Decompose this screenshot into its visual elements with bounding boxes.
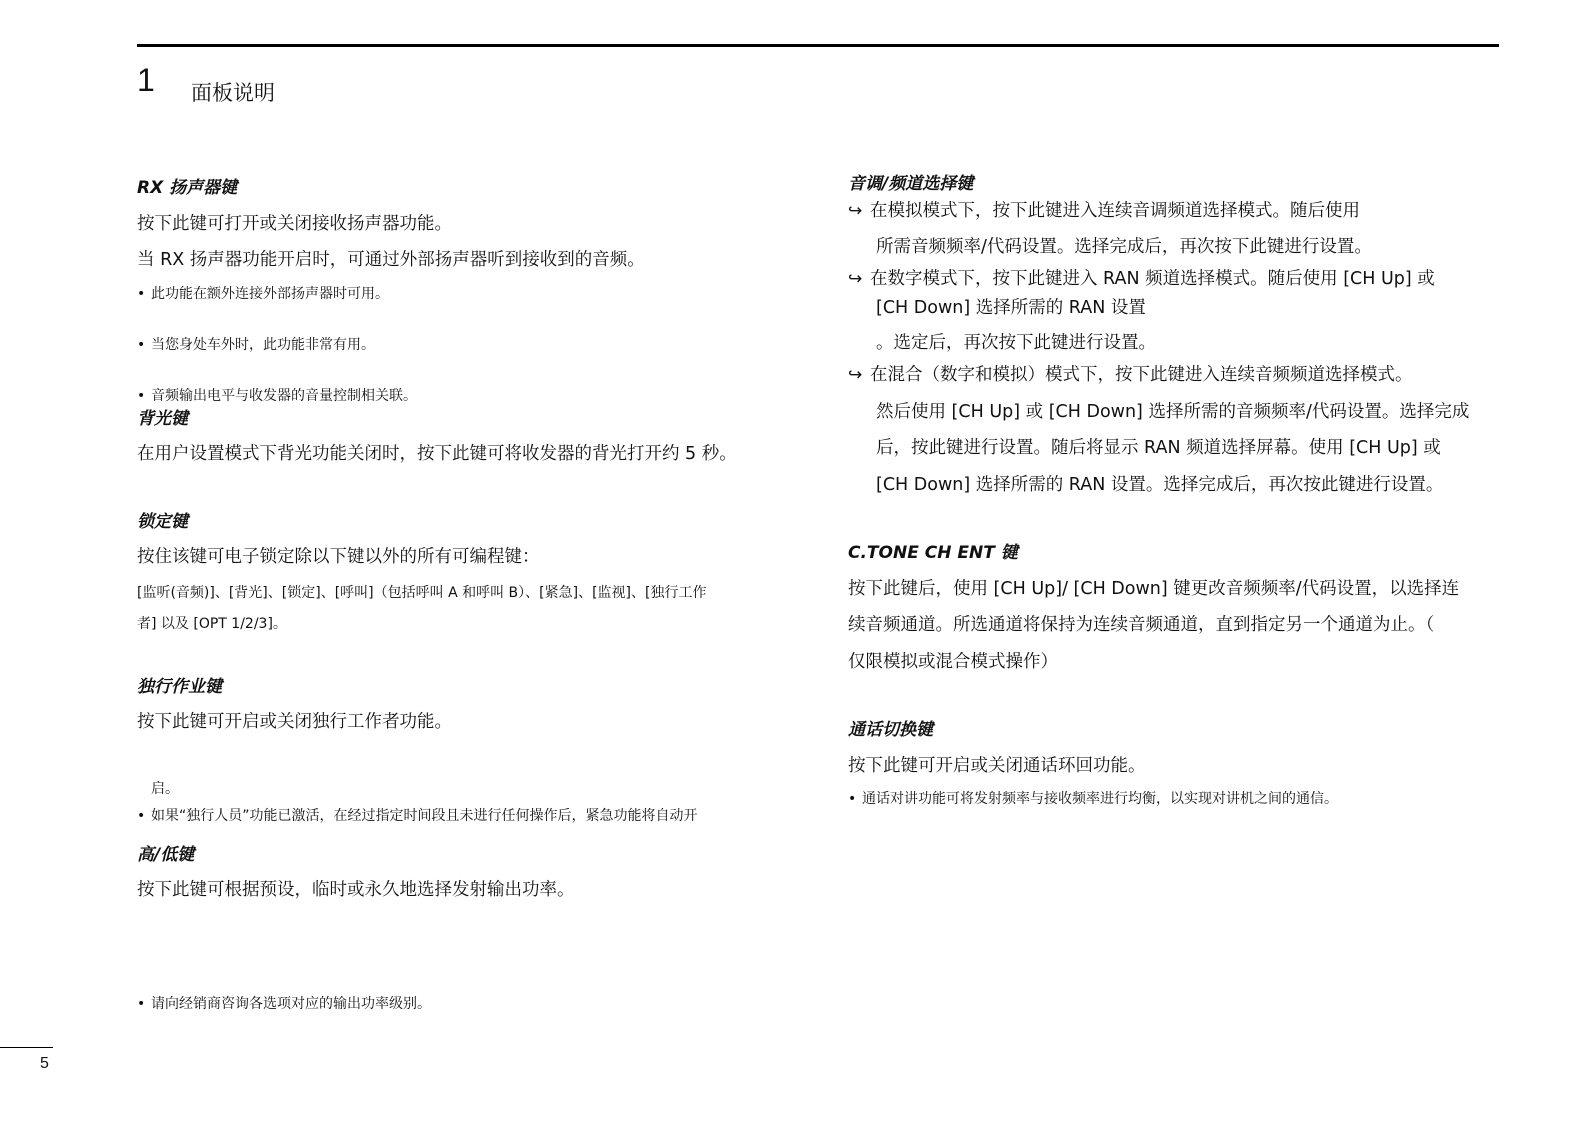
rx-speaker-bullet-2 xyxy=(137,335,801,355)
arrow-icon: ↪ xyxy=(848,269,863,289)
tone-mixed-line1: 在混合（数字和模拟）模式下，按下此键进入连续音频频道选择模式。 xyxy=(870,365,1413,385)
chapter-title: 面板说明 xyxy=(191,81,275,105)
arrow-icon: ↪ xyxy=(848,365,863,385)
rx-speaker-heading: RX 扬声器键 xyxy=(137,178,238,198)
tone-analog-line2: 所需音频频率/代码设置。选择完成后，再次按下此键进行设置。 xyxy=(876,237,1372,257)
tone-digital-line3: 。选定后，再次按下此键进行设置。 xyxy=(876,333,1156,353)
chapter-number: 1 xyxy=(137,62,155,98)
lock-line1: 按住该键可电子锁定除以下键以外的所有可编程键： xyxy=(137,547,540,567)
arrow-icon: ↪ xyxy=(848,201,863,221)
bullet-text: 通话对讲功能可将发射频率与接收频率进行均衡，以实现对讲机之间的通信。 xyxy=(862,791,1338,807)
tone-analog-cont xyxy=(848,235,1500,259)
left-column xyxy=(137,0,787,1012)
rx-speaker-bullet-1 xyxy=(137,284,801,304)
tone-digital-item xyxy=(848,267,1500,291)
lone-worker-heading: 独行作业键 xyxy=(137,677,222,697)
tone-mixed-cont xyxy=(848,400,1500,424)
bullet-text: 此功能在额外连接外部扬声器时可用。 xyxy=(151,286,389,302)
lock-line2: [监听(音频)]、[背光]、[锁定]、[呼叫]（包括呼叫 A 和呼叫 B）、[紧急]、[监视]、[独行工作 xyxy=(137,585,707,601)
lone-worker-line1: 按下此键可开启或关闭独行工作者功能。 xyxy=(137,712,452,732)
talk-bullet-1 xyxy=(848,789,1514,809)
tone-mixed-line3: 后，按此键进行设置。随后将显示 RAN 频道选择屏幕。使用 [CH Up] 或 xyxy=(876,438,1441,458)
tone-mixed-cont2 xyxy=(848,436,1500,460)
power-heading: 高/低键 xyxy=(137,845,195,865)
bullet-text: 请向经销商咨询各选项对应的输出功率级别。 xyxy=(151,996,431,1012)
backlight-line1: 在用户设置模式下背光功能关闭时，按下此键可将收发器的背光打开约 5 秒。 xyxy=(137,444,737,464)
tone-mixed-item xyxy=(848,363,1500,387)
lone-worker-bullet-1-cont: 启。 xyxy=(151,781,179,797)
bullet-text: 当您身处车外时，此功能非常有用。 xyxy=(151,337,375,353)
talk-line1: 按下此键可开启或关闭通话环回功能。 xyxy=(848,756,1146,776)
tone-digital-line2: [CH Down] 选择所需的 RAN 设置 xyxy=(876,298,1146,318)
power-bullet-1 xyxy=(137,994,801,1014)
tone-digital-cont xyxy=(848,296,1500,320)
bullet-text: 如果“独行人员”功能已激活，在经过指定时间段且未进行任何操作后，紧急功能将自动开 xyxy=(151,808,698,824)
footer-rule xyxy=(0,1047,53,1048)
tone-analog-line1: 在模拟模式下，按下此键进入连续音调频道选择模式。随后使用 xyxy=(870,201,1360,221)
bullet-text: 音频输出电平与收发器的音量控制相关联。 xyxy=(151,388,417,404)
tone-select-heading: 音调/频道选择键 xyxy=(848,174,974,194)
tone-mixed-line2: 然后使用 [CH Up] 或 [CH Down] 选择所需的音频频率/代码设置。选择完成 xyxy=(876,402,1470,422)
lock-heading: 锁定键 xyxy=(137,512,188,532)
ctone-line1: 按下此键后，使用 [CH Up]/ [CH Down] 键更改音频频率/代码设置，以选择连 xyxy=(848,579,1460,599)
tone-analog-item xyxy=(848,199,1500,223)
page-number: 5 xyxy=(40,1055,49,1072)
rx-speaker-bullet-3 xyxy=(137,386,801,406)
power-line1: 按下此键可根据预设，临时或永久地选择发射输出功率。 xyxy=(137,880,575,900)
backlight-heading: 背光键 xyxy=(137,409,188,429)
rx-speaker-line2: 当 RX 扬声器功能开启时，可通过外部扬声器听到接收到的音频。 xyxy=(137,250,645,270)
ctone-line2: 续音频通道。所选通道将保持为连续音频通道，直到指定另一个通道为止。（ xyxy=(848,615,1435,635)
rx-speaker-line1: 按下此键可打开或关闭接收扬声器功能。 xyxy=(137,214,452,234)
lock-line3: 者] 以及 [OPT 1/2/3]。 xyxy=(137,616,287,632)
talk-heading: 通话切换键 xyxy=(848,720,933,740)
ctone-heading: C.TONE CH ENT 键 xyxy=(848,543,1018,563)
tone-mixed-line4: [CH Down] 选择所需的 RAN 设置。选择完成后，再次按此键进行设置。 xyxy=(876,475,1444,495)
tone-digital-cont2 xyxy=(848,331,1500,355)
tone-mixed-cont3 xyxy=(848,473,1500,497)
tone-digital-line1: 在数字模式下，按下此键进入 RAN 频道选择模式。随后使用 [CH Up] 或 xyxy=(870,269,1435,289)
lone-worker-bullet-1 xyxy=(137,806,801,826)
ctone-line3: 仅限模拟或混合模式操作） xyxy=(848,652,1058,672)
right-column xyxy=(848,0,1500,807)
